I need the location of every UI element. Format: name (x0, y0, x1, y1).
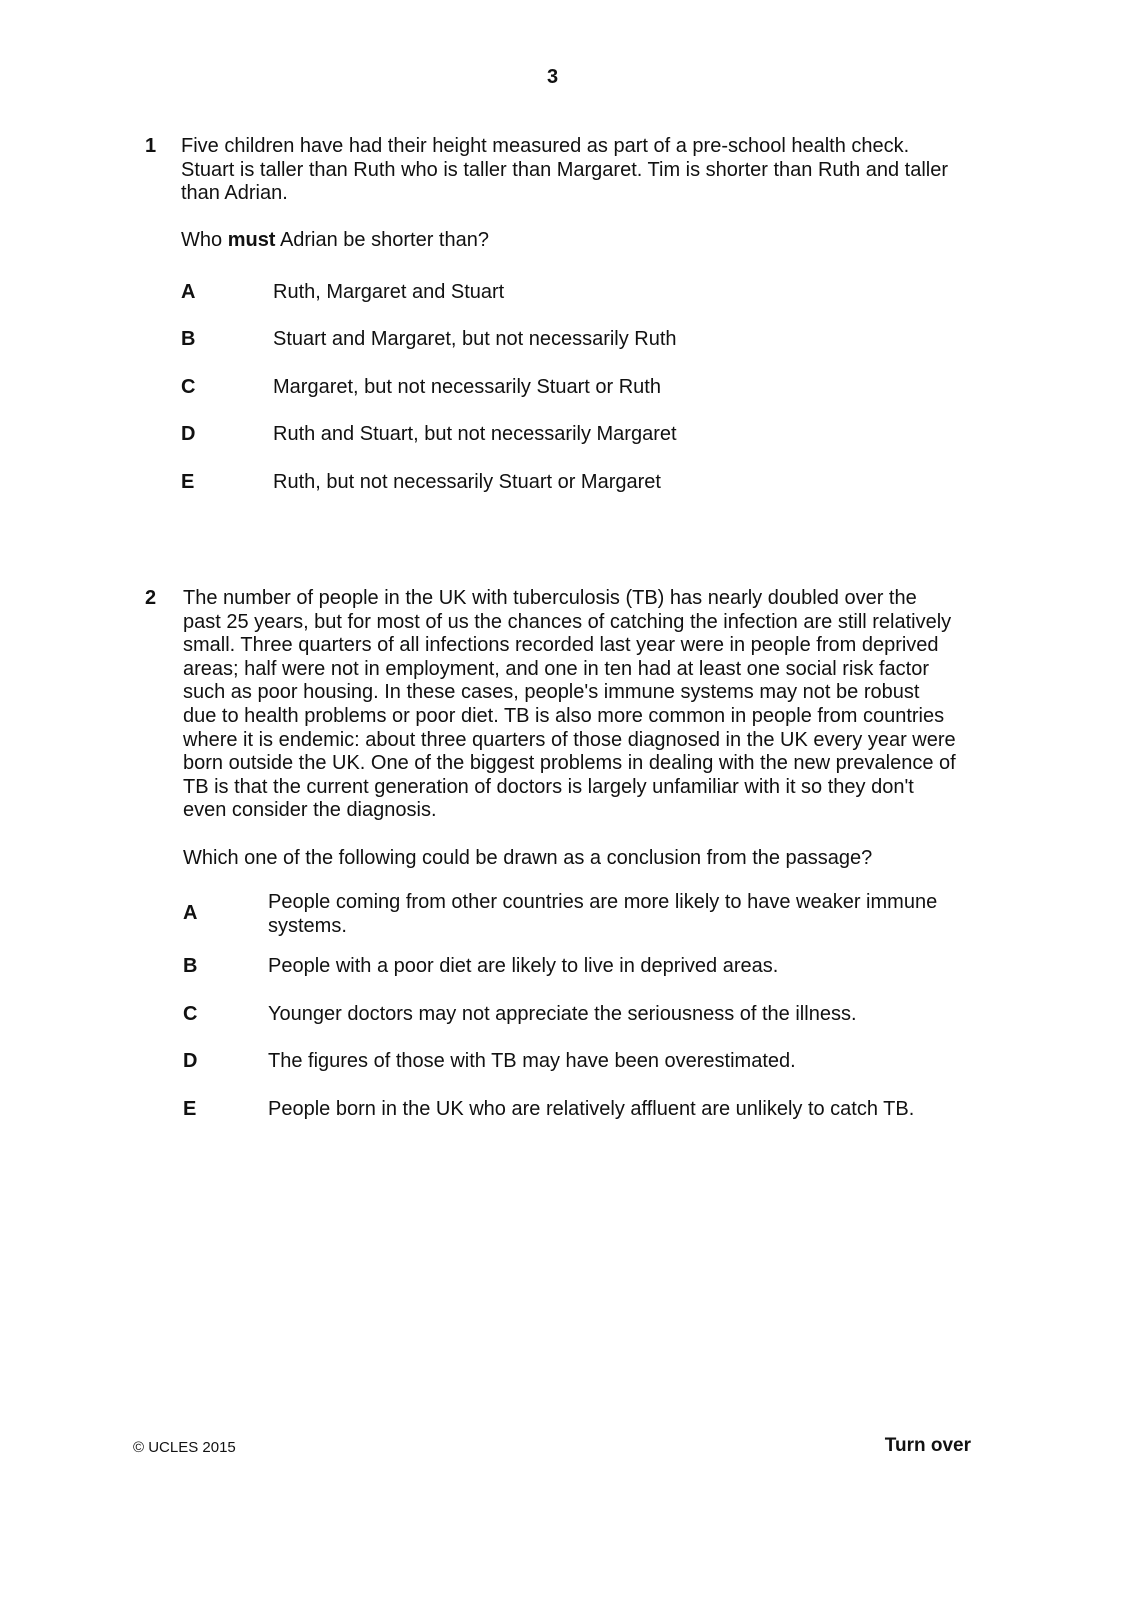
prompt-text: Adrian be shorter than? (275, 229, 489, 251)
question-1-prompt (181, 229, 489, 253)
option-text: Ruth, but not necessarily Stuart or Margaret (273, 471, 661, 493)
option-text: People with a poor diet are likely to live in deprived areas. (268, 955, 779, 977)
page-number: 3 (547, 66, 559, 88)
option-letter: A (181, 281, 196, 303)
option-text: Ruth, Margaret and Stuart (273, 281, 505, 303)
stem-line: where it is endemic: about three quarters of those diagnosed in the UK every year were (183, 728, 956, 751)
option-letter: E (183, 1098, 197, 1120)
option-text: The figures of those with TB may have been overestimated. (268, 1050, 796, 1072)
question-1-stem (181, 135, 948, 206)
stem-line: TB is that the current generation of doctors is largely unfamiliar with it so they don't (183, 775, 914, 798)
option-line: systems. (268, 914, 347, 937)
option-letter: B (181, 328, 196, 350)
option-text (268, 891, 937, 938)
stem-line: areas; half were not in employment, and one in ten had at least one social risk factor (183, 657, 929, 680)
option-letter: A (183, 902, 198, 924)
option-text: Ruth and Stuart, but not necessarily Margaret (273, 423, 677, 445)
copyright: © UCLES 2015 (133, 1439, 236, 1456)
stem-line: due to health problems or poor diet. TB is also more common in people from countries (183, 704, 945, 727)
option-text: People born in the UK who are relatively affluent are unlikely to catch TB. (268, 1098, 915, 1120)
question-1-number: 1 (145, 135, 157, 157)
option-letter: D (183, 1050, 198, 1072)
option-letter: B (183, 955, 198, 977)
prompt-emphasis: must (227, 229, 276, 251)
stem-line: Stuart is taller than Ruth who is taller than Margaret. Tim is shorter than Ruth and taller (181, 158, 949, 181)
question-2-prompt: Which one of the following could be drawn as a conclusion from the passage? (183, 847, 873, 869)
option-letter: C (181, 376, 196, 398)
stem-line: such as poor housing. In these cases, people's immune systems may not be robust (183, 681, 920, 704)
option-letter: E (181, 471, 195, 493)
question-2-stem (183, 587, 956, 823)
option-letter: D (181, 423, 196, 445)
stem-line: born outside the UK. One of the biggest problems in dealing with the new prevalence of (183, 752, 956, 775)
stem-line: than Adrian. (181, 182, 288, 205)
question-2-number: 2 (145, 587, 157, 609)
stem-line: even consider the diagnosis. (183, 799, 437, 822)
option-text: Stuart and Margaret, but not necessarily Ruth (273, 328, 677, 350)
stem-line: Five children have had their height measured as part of a pre-school health check. (181, 135, 910, 157)
option-letter: C (183, 1003, 198, 1025)
prompt-text: Who (181, 229, 228, 251)
stem-line: small. Three quarters of all infections recorded last year were in people from deprived (183, 634, 939, 657)
stem-line: past 25 years, but for most of us the chances of catching the infection are still relatively (183, 610, 952, 633)
stem-line: The number of people in the UK with tuberculosis (TB) has nearly doubled over the (183, 587, 917, 609)
option-text: Margaret, but not necessarily Stuart or Ruth (273, 376, 661, 398)
option-line: People coming from other countries are more likely to have weaker immune (268, 891, 938, 913)
turn-over: Turn over (884, 1435, 971, 1456)
option-text: Younger doctors may not appreciate the seriousness of the illness. (268, 1003, 857, 1025)
